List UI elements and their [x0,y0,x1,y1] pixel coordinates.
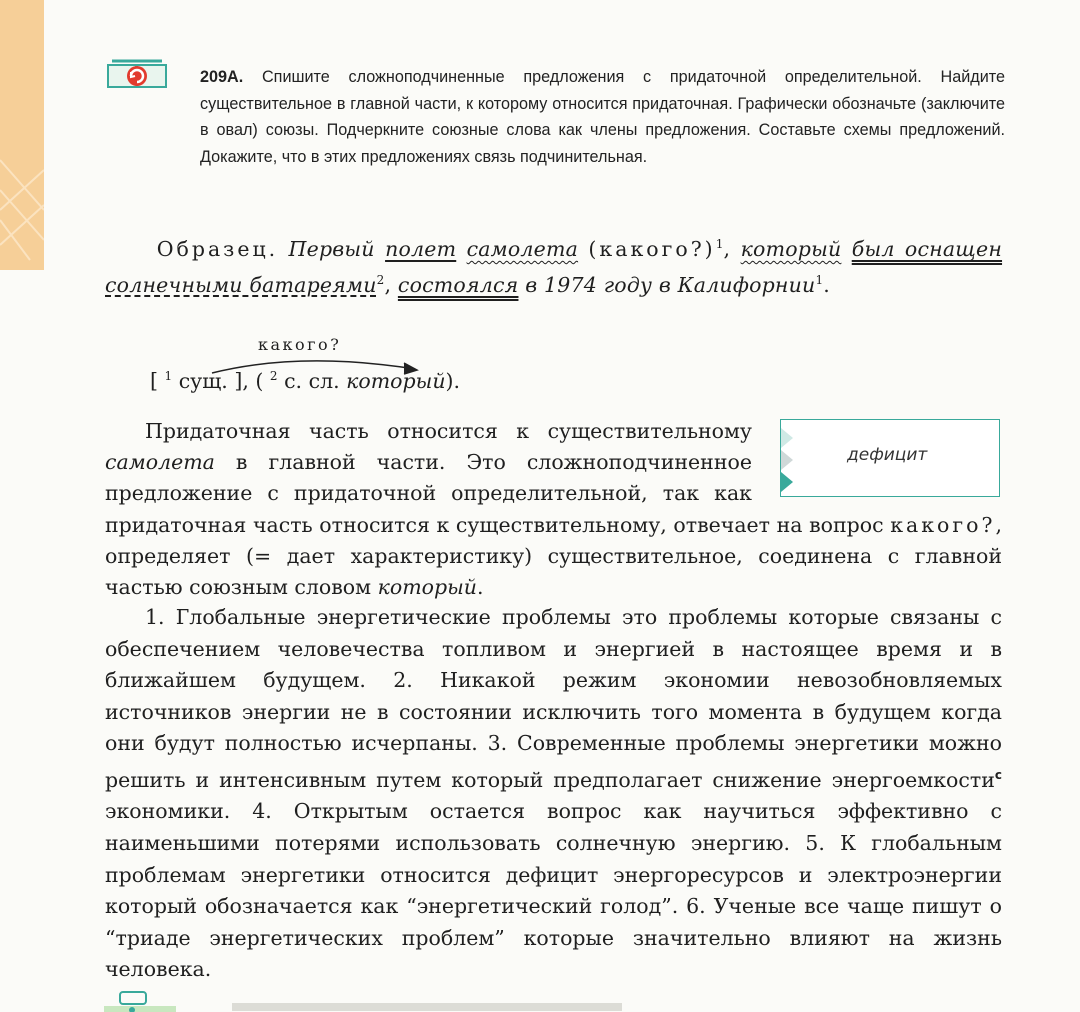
page-side-band [0,0,44,270]
next-exercise-icon [104,990,176,1012]
sample-sup: 2 [376,272,385,287]
sentence-scheme [150,335,550,405]
sample-sentence: Образец. Первый полет самолета (какого?)$^1$, который был оснащен солнечными батареями$^2$, состоялся в 1974 году в Калифорнии$^1$. [105,236,1003,297]
explanation-text: Придаточная часть относится к существительному [145,419,752,443]
scheme-word: который [346,369,446,393]
scheme-line [150,369,460,393]
exercise-part: 1. Глобальные энергетические проблемы это проблемы которые связаны с обеспечением человечества топливом и энергией в настоящее время и в ближайшем будущем. 2. Никакой режим экономии невозобновляемых источников энергии не в состоянии исключить того момента в будущем когда они будут полностью исчерпаны. 3. Современные проблемы энергетики можно решить и интенсивным путем который предполагает снижение энергоемкости [105,605,1002,792]
scheme-noun: сущ. ], ( [178,369,264,393]
sample-sup: 1 [715,237,724,251]
sample-attribute: самолета [466,236,579,261]
decorative-pattern [0,150,44,270]
next-exercise-text-cutoff [232,1003,622,1011]
explanation-word: который [377,575,478,600]
book-repeat-icon [106,57,168,95]
sample-question: (какого?) [588,236,716,261]
scheme-end: ). [445,369,461,393]
sample-main-predicate: состоялся [397,272,519,297]
scheme-question: какого? [258,335,342,354]
scheme-conj: с. сл. [284,369,340,393]
sample-sup: 1 [815,272,824,287]
instruction-text: Спишите сложноподчиненные предложения с придаточной определительной. Найдите существительное в главной части, к которому относится придаточная. Графически обозначьте (заключите в овал) союзы. Подчеркните союзные слова как члены предложения. Составьте схемы предложений. Докажите, что в этих предложениях связь подчинительная. [200,68,1005,166]
handwritten-mark: c [994,767,1002,782]
exercise-number: 209А. [200,68,244,86]
exercise-instruction [200,64,1005,170]
explanation-text: , определяет (= дает характеристику) существительное, соединена с главной частью союзным словом [105,512,1002,600]
sample-predicate: был оснащен [851,236,1003,261]
sample-subject: полет [385,236,457,261]
sample-conj-word: который [740,236,842,261]
sample-word: Первый [288,236,375,261]
scheme-sup: 2 [269,369,278,384]
explanation-text: . [477,575,484,600]
sample-time: в 1974 году [525,272,653,297]
explanation-word: самолета [105,450,215,475]
vocabulary-word: дефицит [847,445,928,465]
sample-object: солнечными батареями [105,272,377,297]
explanation-question: какого? [890,512,996,537]
scheme-sup: 1 [164,369,173,384]
float-spacer [752,416,1002,508]
exercise-part: экономики. 4. Открытым остается вопрос как научиться эффективно с наименьшими потерями использовать солнечную энергию. 5. К глобальным проблемам энергетики относится дефицит энергоресурсов и электроэнергии который обозначается как “энергетический голод”. 6. Ученые все чаще пишут о “триаде энергетических проблем” которые значительно влияют на жизнь человека. [105,799,1002,982]
exercise-text [105,602,1002,986]
explanation-text: в главной части. Это сложноподчиненное предложение с придаточной определительной, так как придаточная часть относится к существительному, отвечает на вопрос [105,450,884,537]
sample-place: в Калифорнии [658,272,816,297]
explanation-paragraph [105,416,1002,603]
scheme-bracket: [ [150,369,158,393]
sample-label: Образец. [156,236,279,261]
